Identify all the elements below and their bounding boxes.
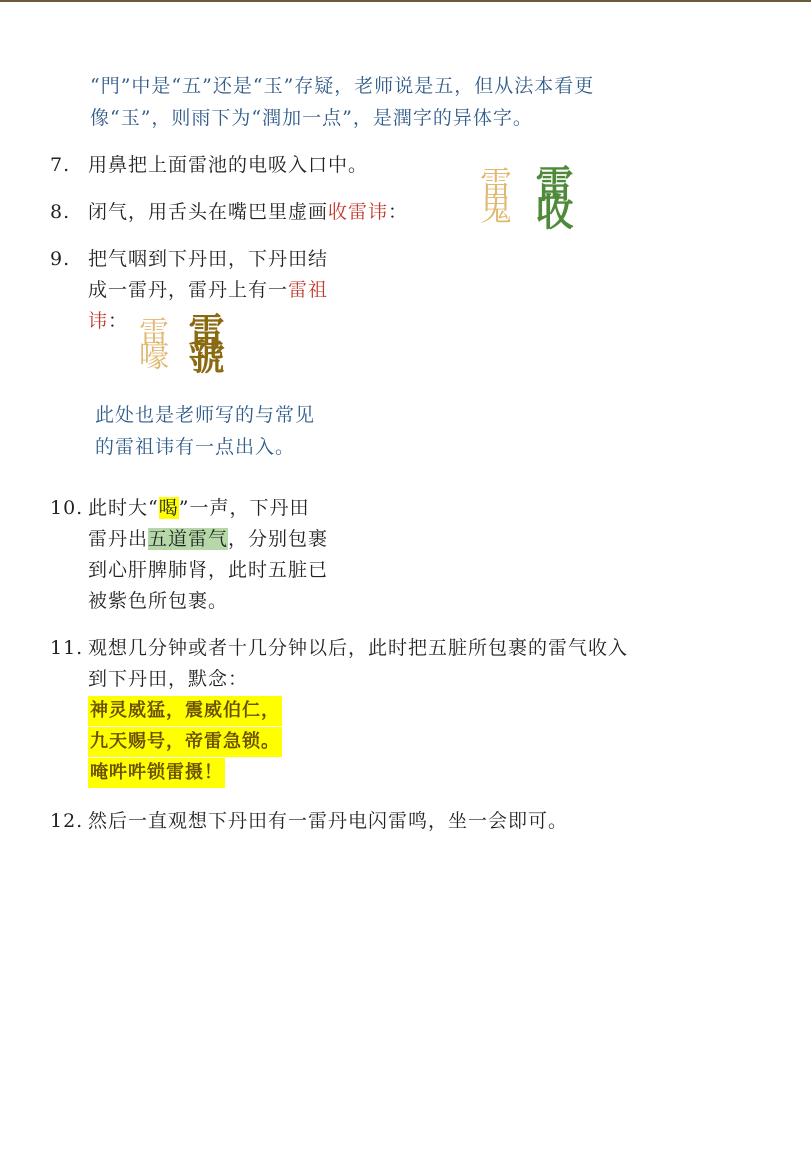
item-number: 7. [50, 154, 71, 176]
item-text-after: ： [388, 201, 409, 223]
item-number: 11. [50, 637, 84, 659]
item-text: 然后一直观想下丹田有一雷丹电闪雷鸣，坐一会即可。 [88, 810, 569, 832]
item-text: 用鼻把上面雷池的电吸入口中。 [88, 154, 369, 176]
talisman-glyph: 雷虢 [183, 312, 224, 364]
item-text-before: 闭气，用舌头在嘴巴里虚画 [88, 201, 329, 223]
item-line2-before: 雷丹出 [88, 528, 149, 550]
note-mid [95, 399, 315, 463]
note-mid-line1: 此处也是老师写的与常见 [95, 404, 316, 426]
item-number: 9. [50, 248, 71, 270]
item-line1-before: 此时大“ [88, 497, 159, 519]
item-line3-after: ： [108, 310, 129, 332]
note-mid-line2: 的雷祖讳有一点出入。 [95, 436, 296, 458]
talisman-term-cont: 讳 [88, 310, 109, 332]
item-number: 8. [50, 201, 71, 223]
item-text [88, 493, 328, 617]
item-text [88, 197, 408, 228]
item-line1-after: ”一声，下丹田 [178, 497, 310, 519]
item-line4: 被紫色所包裹。 [88, 590, 229, 612]
chant-line2: 九天赐号，帝雷急锁。 [88, 727, 282, 757]
item-line3: 到心肝脾肺肾，此时五脏已 [88, 559, 329, 581]
highlight-five-thunder: 五道雷气 [148, 528, 229, 550]
talisman-sketch: 雷鬼 [475, 166, 513, 218]
note-top [90, 70, 594, 134]
highlight-he: 喝 [158, 497, 179, 519]
talisman-sketch: 雷嚎 [133, 316, 168, 364]
top-rule [0, 0, 811, 2]
item-line2-before: 成一雷丹，雷丹上有一 [88, 279, 289, 301]
item-line2: 到下丹田，默念： [88, 668, 249, 690]
item-text [88, 633, 628, 788]
list-item-11 [50, 633, 770, 793]
talisman-shou-lei [475, 164, 608, 234]
note-top-line1: “門”中是“五”还是“玉”存疑，老师说是五，但从法本看更 [90, 75, 595, 97]
item-number: 12. [50, 810, 84, 832]
item-line2-after: ，分别包裹 [228, 528, 329, 550]
item-line2 [88, 524, 328, 555]
item-line1 [88, 493, 328, 524]
item-line1: 观想几分钟或者十几分钟以后，此时把五脏所包裹的雷气收入 [88, 637, 629, 659]
item-line1: 把气咽到下丹田，下丹田结 [88, 248, 329, 270]
item-line2 [88, 275, 328, 306]
talisman-glyph: 雷收 [529, 164, 573, 220]
note-top-line2: 像“玉”，则雨下为“潤加一点”，是潤字的异体字。 [90, 107, 533, 129]
chant-block [88, 695, 628, 788]
talisman-lei-zu [135, 312, 255, 382]
talisman-term: 雷祖 [288, 279, 329, 301]
list-item-10 [50, 493, 380, 618]
talisman-term: 收雷讳 [328, 201, 389, 223]
item-number: 10. [50, 497, 84, 519]
chant-line3: 唵吽吽锁雷摄！ [88, 758, 225, 788]
chant-line1: 神灵威猛，震威伯仁， [88, 696, 282, 726]
